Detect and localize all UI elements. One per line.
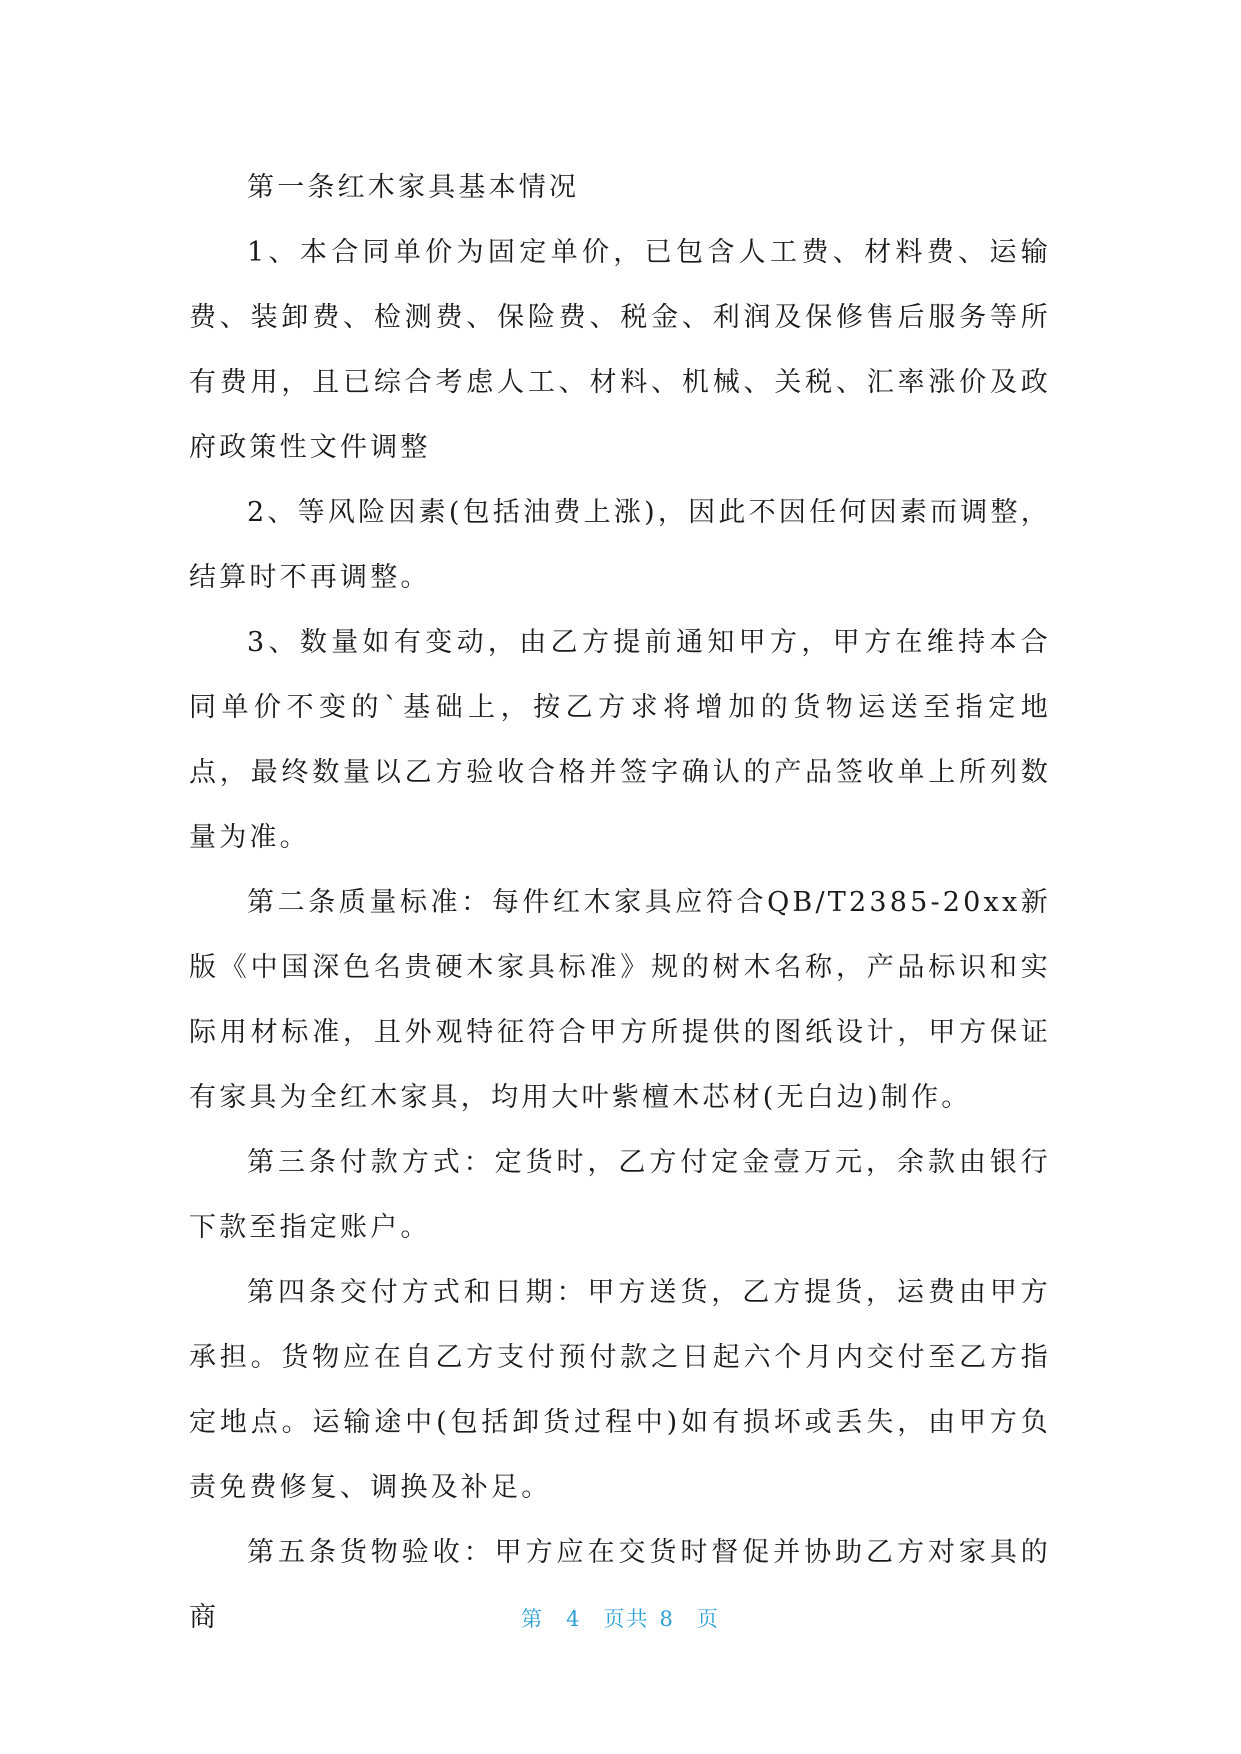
- footer-suffix: 页: [696, 1607, 720, 1631]
- page-footer: [0, 1603, 1241, 1633]
- article-4-delivery: 第四条交付方式和日期：甲方送货，乙方提货，运费由甲方承担。货物应在自乙方支付预付款之日起六个月内交付至乙方指定地点。运输途中(包括卸货过程中)如有损坏或丢失，由甲方负责免费修复、调换及补足。: [189, 1277, 1051, 1503]
- footer-prefix: 第: [521, 1607, 545, 1631]
- article-1-clause-1: 1、本合同单价为固定单价，已包含人工费、材料费、运输费、装卸费、检测费、保险费、税金、利润及保修售后服务等所有费用，且已综合考虑人工、材料、机械、关税、汇率涨价及政府政策性文件调整: [189, 237, 1051, 463]
- footer-total-pages: 8: [659, 1607, 675, 1631]
- footer-current-page: 4: [566, 1607, 582, 1631]
- article-1-clause-2: 2、等风险因素(包括油费上涨)，因此不因任何因素而调整，结算时不再调整。: [189, 497, 1051, 593]
- article-5-acceptance: 第五条货物验收：甲方应在交货时督促并协助乙方对家具的商: [189, 1537, 1051, 1633]
- document-body: [189, 155, 1051, 1650]
- article-1-heading: 第一条红木家具基本情况: [247, 172, 580, 203]
- article-3-payment: 第三条付款方式：定货时，乙方付定金壹万元，余款由银行下款至指定账户。: [189, 1147, 1051, 1243]
- article-2-quality: 第二条质量标准：每件红木家具应符合QB/T2385-20xx新版《中国深色名贵硬木家具标准》规的树木名称，产品标识和实际用材标准，且外观特征符合甲方所提供的图纸设计，甲方保证有家具为全红木家具，均用大叶紫檀木芯材(无白边)制作。: [189, 887, 1051, 1113]
- article-1-clause-3: 3、数量如有变动，由乙方提前通知甲方，甲方在维持本合同单价不变的`基础上，按乙方求将增加的货物运送至指定地点，最终数量以乙方验收合格并签字确认的产品签收单上所列数量为准。: [189, 627, 1051, 853]
- footer-middle: 页共: [603, 1607, 650, 1631]
